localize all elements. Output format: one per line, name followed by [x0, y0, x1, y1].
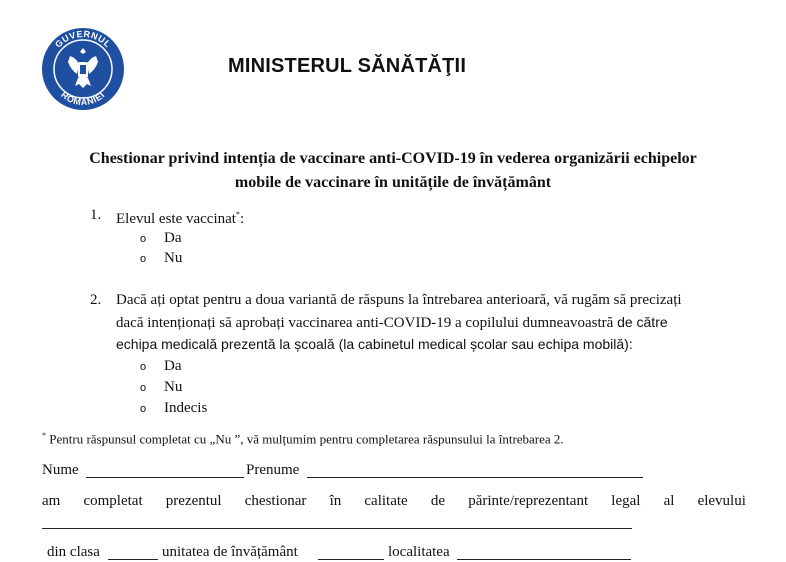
localitatea-field[interactable]	[457, 559, 631, 560]
word: în	[329, 493, 342, 509]
questionnaire-title-line1: Chestionar privind intenția de vaccinare anti-COVID-19 în vederea organizării echipelor	[89, 150, 697, 167]
question-1-text	[116, 205, 244, 229]
footnote-mark: *	[42, 431, 46, 440]
question-2-line2	[116, 312, 668, 333]
word: al	[663, 493, 675, 509]
footnote	[42, 431, 564, 447]
word: de	[430, 493, 446, 509]
radio-bullet-icon: o	[140, 382, 147, 394]
elev-name-field[interactable]	[42, 528, 632, 529]
prenume-label: Prenume	[246, 462, 300, 478]
question-1-number: 1.	[90, 207, 102, 223]
option-label: Indecis	[164, 400, 208, 416]
radio-bullet-icon: o	[140, 233, 147, 245]
question-2-line3: echipa medicală prezentă la școală (la cabinetul medical școlar sau echipa mobilă):	[116, 336, 633, 352]
footnote-mark: *	[235, 210, 240, 219]
question-2-number: 2.	[90, 292, 102, 308]
question-1-colon: :	[239, 211, 245, 227]
word: calitate	[364, 493, 408, 509]
ministry-title: MINISTERUL SĂNĂTĂŢII	[228, 55, 467, 77]
prenume-field[interactable]	[307, 477, 643, 478]
word: părinte/reprezentant	[468, 493, 589, 509]
question-2-line1: Dacă ați optat pentru a doua variantă de răspuns la întrebarea anterioară, vă rugăm să precizați	[116, 292, 682, 308]
radio-bullet-icon: o	[140, 361, 147, 373]
svg-text:ROMÂNIEI: ROMÂNIEI	[59, 89, 107, 108]
completion-statement	[42, 493, 746, 510]
word: chestionar	[244, 493, 307, 509]
nume-field[interactable]	[86, 477, 244, 478]
localitatea-label: localitatea	[388, 544, 450, 560]
clasa-label: din clasa	[47, 544, 100, 560]
option-label: Da	[164, 358, 182, 374]
word: legal	[611, 493, 641, 509]
word: completat	[83, 493, 143, 509]
nume-label: Nume	[42, 462, 79, 478]
question-2-line2b: de către	[617, 314, 668, 330]
svg-text:GUVERNUL: GUVERNUL	[53, 28, 114, 50]
option-label: Nu	[164, 379, 183, 395]
government-seal	[40, 26, 126, 112]
radio-bullet-icon: o	[140, 403, 147, 415]
option-label: Da	[164, 230, 182, 246]
option-label: Nu	[164, 250, 183, 266]
unitatea-label: unitatea de învățământ	[162, 544, 298, 560]
footnote-text: Pentru răspunsul completat cu „Nu ”, vă mulțumim pentru completarea răspunsului la întrebarea 2.	[49, 431, 564, 447]
question-1-label: Elevul este vaccinat	[116, 211, 236, 227]
clasa-field[interactable]	[108, 559, 158, 560]
radio-bullet-icon: o	[140, 253, 147, 265]
word: elevului	[697, 493, 746, 509]
word: prezentul	[165, 493, 222, 509]
question-2-line2a: dacă intenționați să aprobați vaccinarea anti-COVID-19 a copilului dumneavoastră	[116, 315, 614, 331]
questionnaire-title-line2: mobile de vaccinare în unitățile de învățământ	[234, 174, 552, 191]
unitatea-field[interactable]	[318, 559, 384, 560]
word: am	[42, 493, 61, 509]
